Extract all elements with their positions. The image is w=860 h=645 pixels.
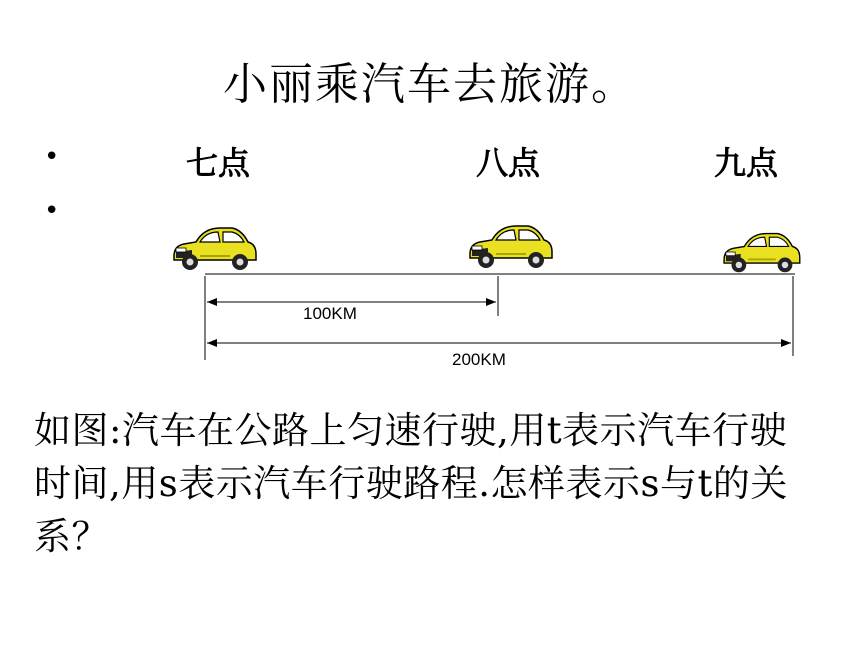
arrow-200km <box>207 339 791 347</box>
time-label-9: 九点 <box>714 144 779 182</box>
bullet-1: • <box>44 142 60 172</box>
time-label-7: 七点 <box>186 144 251 182</box>
time-label-8: 八点 <box>476 144 541 182</box>
distance-label-100: 100KM <box>303 304 357 323</box>
question-text: 如图:汽车在公路上匀速行驶,用t表示汽车行驶时间,用s表示汽车行驶路程.怎样表示s与t的关系？ <box>34 409 788 558</box>
page-title: 小丽乘汽车去旅游。 <box>223 59 637 110</box>
distance-label-200: 200KM <box>452 350 506 369</box>
bullet-2: • <box>44 196 60 226</box>
